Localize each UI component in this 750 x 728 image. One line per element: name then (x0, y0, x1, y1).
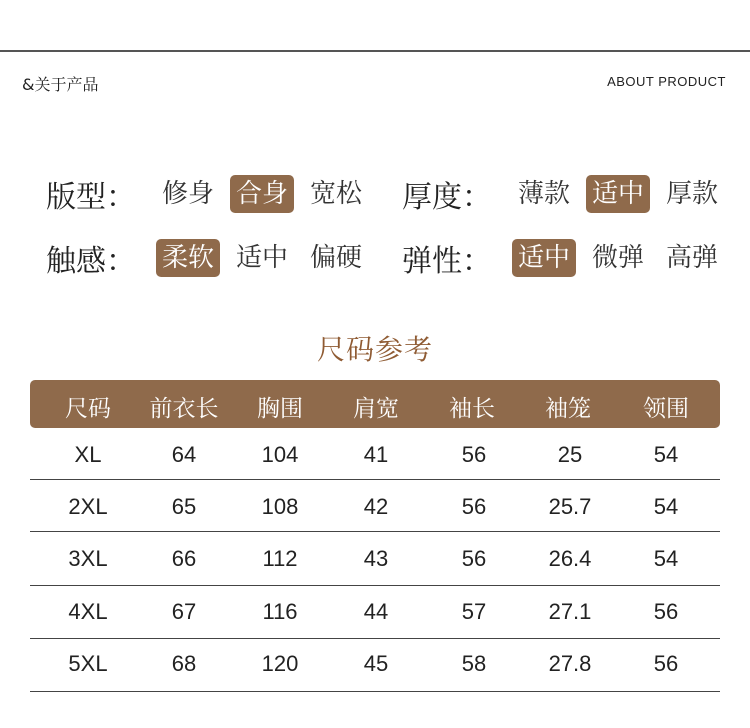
attribute-option: 厚款 (666, 179, 719, 209)
table-cell: 54 (653, 442, 679, 467)
table-cell: 5XL (68, 651, 108, 676)
table-cell: 56 (461, 546, 487, 571)
table-cell: 57 (461, 599, 487, 624)
attribute-option: 微弹 (592, 243, 645, 273)
table-cell: 112 (262, 546, 298, 571)
section-label: &关于产品 (22, 75, 99, 94)
table-cell: 108 (261, 494, 299, 519)
table-row (30, 430, 720, 482)
table-cell: 27.1 (548, 599, 592, 624)
table-cell: 25 (557, 442, 583, 467)
table-row (30, 534, 720, 586)
attribute-option-selected: 适中 (586, 175, 650, 213)
column-header: 肩宽 (353, 396, 399, 422)
table-row (30, 639, 720, 691)
table-cell: 58 (461, 651, 487, 676)
table-cell: 66 (171, 546, 197, 571)
row-divider (30, 585, 720, 586)
row-divider (30, 531, 720, 532)
table-cell: 120 (261, 651, 299, 676)
table-cell: 41 (363, 442, 389, 467)
table-cell: 56 (653, 651, 679, 676)
table-cell: 3XL (68, 546, 108, 571)
row-divider (30, 479, 720, 480)
table-cell: 56 (653, 599, 679, 624)
column-header: 前衣长 (149, 396, 219, 422)
table-cell: 54 (653, 494, 679, 519)
attribute-thickness (402, 172, 734, 216)
table-cell: 65 (171, 494, 197, 519)
table-cell: 27.8 (548, 651, 592, 676)
table-cell: 64 (171, 442, 197, 467)
attribute-fit (46, 172, 378, 216)
attribute-feel (46, 236, 378, 280)
column-header: 袖长 (449, 396, 495, 422)
table-cell: 4XL (68, 599, 108, 624)
table-cell: 104 (261, 442, 299, 467)
attribute-label: 版型： (46, 180, 136, 215)
table-cell: 67 (171, 599, 197, 624)
attribute-label: 厚度： (402, 180, 492, 215)
attribute-option: 宽松 (310, 179, 363, 209)
table-cell: 116 (262, 599, 298, 624)
attribute-label: 弹性： (402, 244, 492, 279)
table-row (30, 482, 720, 534)
table-cell: 44 (363, 599, 389, 624)
table-cell: 54 (653, 546, 679, 571)
attribute-option-selected: 适中 (512, 239, 576, 277)
attribute-option-selected: 柔软 (156, 239, 220, 277)
row-divider (30, 691, 720, 692)
table-cell: 56 (461, 494, 487, 519)
top-divider (0, 50, 750, 52)
attribute-label: 触感： (46, 244, 136, 279)
size-table-header (30, 380, 720, 428)
column-header: 袖笼 (545, 396, 591, 422)
table-cell: XL (74, 442, 102, 467)
attribute-option-selected: 合身 (230, 175, 294, 213)
table-cell: 45 (363, 651, 389, 676)
attribute-option: 偏硬 (310, 243, 363, 273)
table-cell: 26.4 (548, 546, 592, 571)
table-cell: 42 (363, 494, 389, 519)
size-chart-title: 尺码参考 (316, 333, 433, 366)
attribute-option: 薄款 (518, 179, 571, 209)
table-cell: 68 (171, 651, 197, 676)
attribute-elasticity (402, 236, 734, 280)
table-cell: 25.7 (548, 494, 592, 519)
table-cell: 2XL (68, 494, 108, 519)
table-cell: 43 (363, 546, 389, 571)
attribute-option: 适中 (236, 243, 289, 273)
column-header: 胸围 (257, 396, 303, 422)
column-header: 尺码 (65, 396, 111, 422)
table-row (30, 587, 720, 639)
column-header: 领围 (643, 396, 689, 422)
table-cell: 56 (461, 442, 487, 467)
section-label-en: ABOUT PRODUCT (607, 74, 726, 89)
attribute-option: 高弹 (666, 243, 719, 273)
attribute-option: 修身 (162, 179, 215, 209)
